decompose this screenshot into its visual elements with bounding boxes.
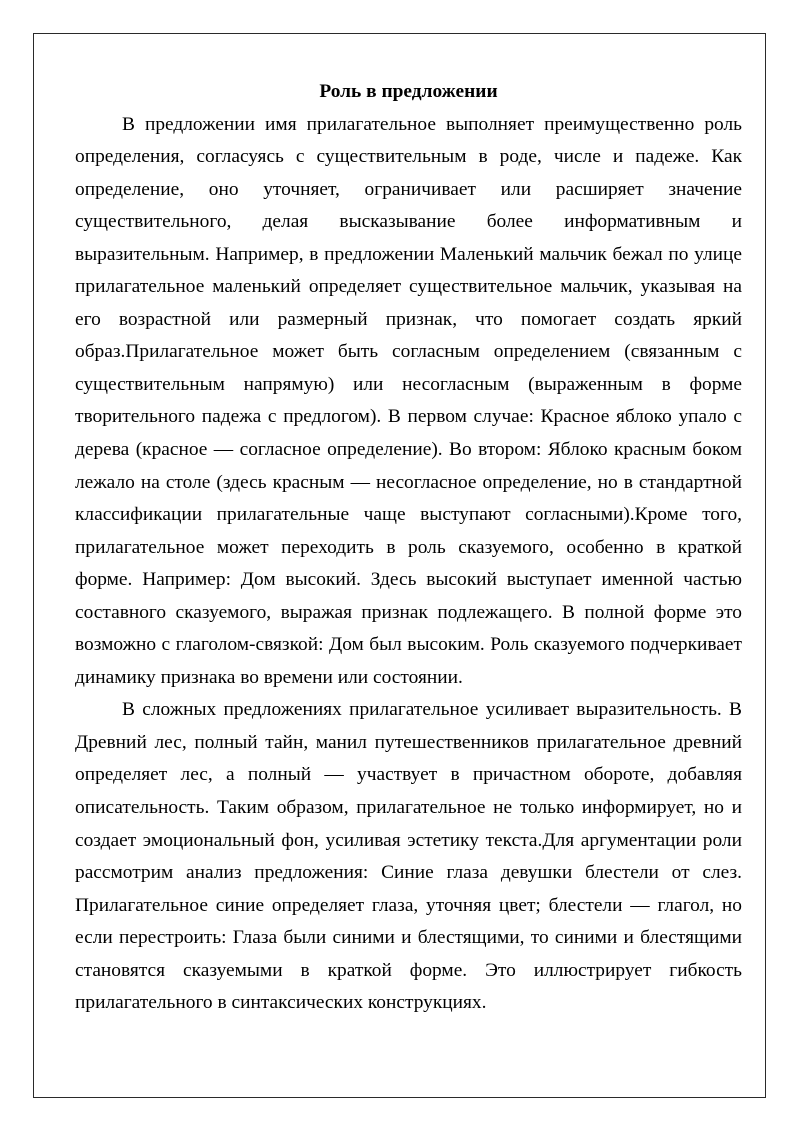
paragraph-1: В предложении имя прилагательное выполняет преимущественно роль определения, согласуясь с существительным в роде, числе и падеже. Как определение, оно уточняет, ограничивает или расширяет значение существительного, делая высказывание более информативным и выразительным. Например, в предложении Маленький мальчик бежал по улице прилагательное маленький определяет существительное мальчик, указывая на его возрастной или размерный признак, что помогает создать яркий образ.Прилагательное может быть согласным определением (связанным с существительным напрямую) или несогласным (выраженным в форме творительного падежа с предлогом). В первом случае: Красное яблоко упало с дерева (красное — согласное определение). Во втором: Яблоко красным боком лежало на столе (здесь красным — несогласное определение, но в стандартной классификации прилагательные чаще выступают согласными).Кроме того, прилагательное может переходить в роль сказуемого, особенно в краткой форме. Например: Дом высокий. Здесь высокий выступает именной частью составного сказуемого, выражая признак подлежащего. В полной форме это возможно с глаголом-связкой: Дом был высоким. Роль сказуемого подчеркивает динамику признака во времени или состоянии. — [75, 113, 742, 688]
document-title: Роль в предложении — [319, 81, 498, 102]
paragraph-2: В сложных предложениях прилагательное усиливает выразительность. В Древний лес, полный тайн, манил путешественников прилагательное древний определяет лес, а полный — участвует в причастном обороте, добавляя описательность. Таким образом, прилагательное не только информирует, но и создает эмоциональный фон, усиливая эстетику текста.Для аргументации роли рассмотрим анализ предложения: Синие глаза девушки блестели от слез. Прилагательное синие определяет глаза, уточняя цвет; блестели — глагол, но если перестроить: Глаза были синими и блестящими, то синими и блестящими становятся сказуемыми в краткой форме. Это иллюстрирует гибкость прилагательного в синтаксических конструкциях. — [75, 699, 742, 1014]
document-body — [75, 76, 742, 1020]
